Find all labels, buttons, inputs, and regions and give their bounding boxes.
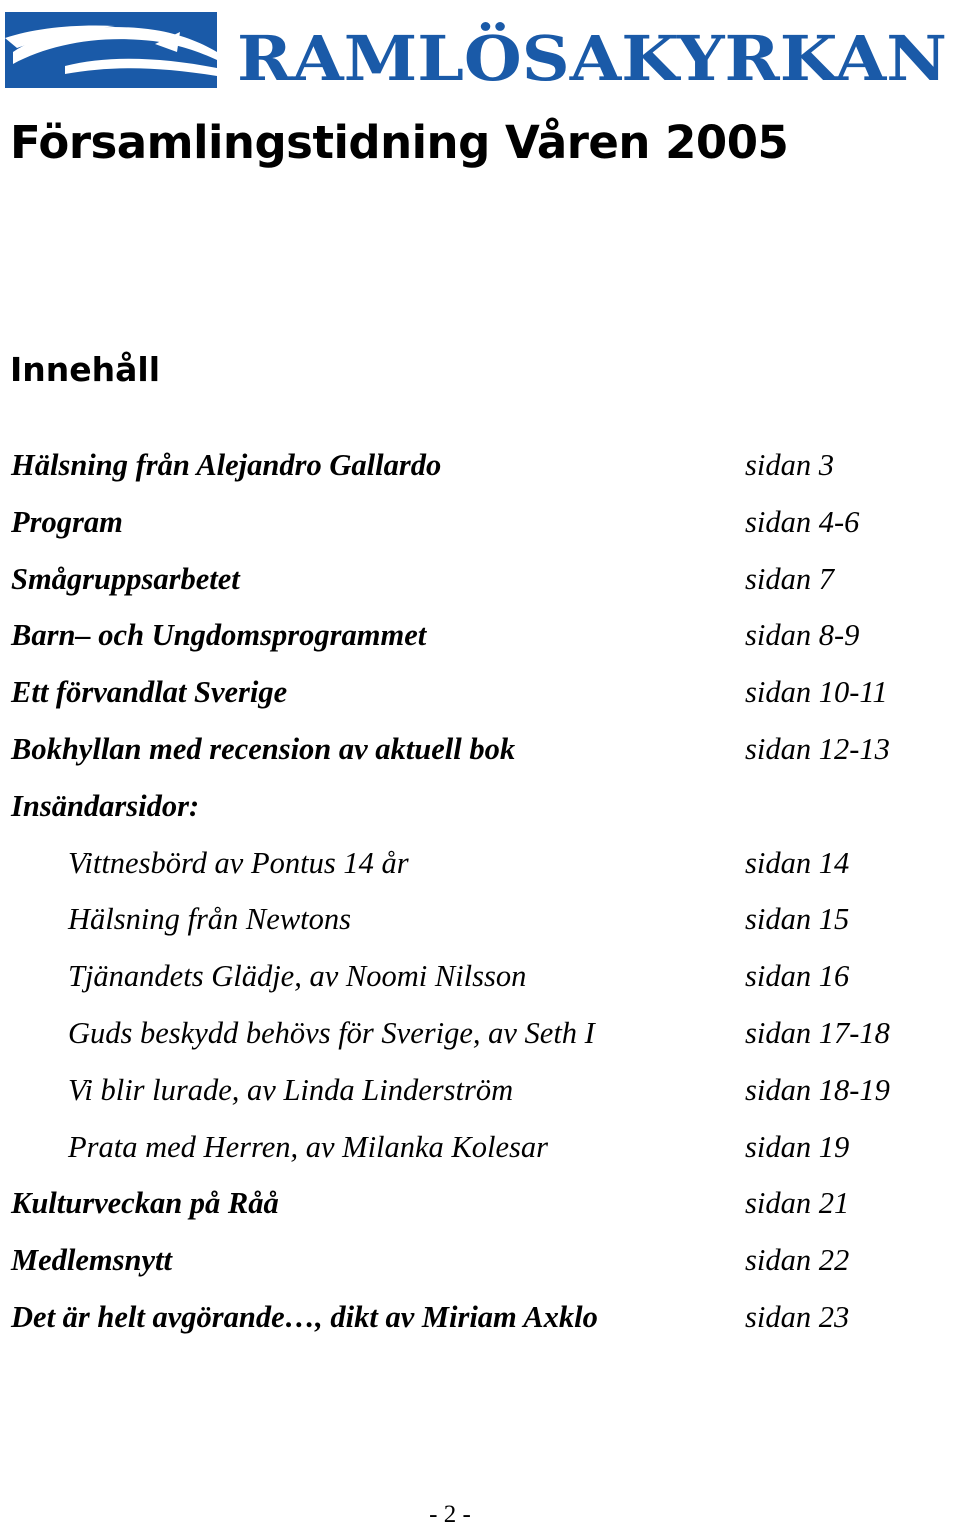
toc-entry-title: Vittnesbörd av Pontus 14 år [68,845,409,880]
table-of-contents [0,437,960,1346]
toc-entry-title: Hälsning från Alejandro Gallardo [11,448,442,482]
toc-entry [0,778,960,835]
toc-entry-page: sidan 16 [745,959,850,994]
toc-entry-page: sidan 18-19 [745,1072,890,1107]
toc-entry-title: Insändarsidor: [11,788,200,823]
toc-entry-page: sidan 21 [745,1186,850,1221]
toc-entry-page: sidan 3 [745,448,834,482]
toc-entry [0,607,960,664]
toc-entry-title: Ett förvandlat Sverige [11,675,288,710]
toc-entry-title: Bokhyllan med recension av aktuell bok [11,731,516,766]
toc-entry-page: sidan 15 [745,902,850,937]
toc-entry-title: Medlemsnytt [11,1243,172,1278]
page-number: - 2 - [429,1501,471,1528]
toc-entry-page: sidan 12-13 [745,731,890,766]
toc-entry-page: sidan 23 [745,1299,850,1334]
toc-entry-page: sidan 17-18 [745,1015,890,1050]
toc-entry-title: Barn– och Ungdomsprogrammet [11,618,427,653]
page-title: Församlingstidning Våren 2005 [10,116,789,169]
church-logo [5,8,950,90]
toc-entry-title: Program [11,504,123,539]
toc-entry [0,835,960,892]
toc-entry [0,1062,960,1119]
toc-entry [0,948,960,1005]
brand-wordmark: RAMLÖSAKYRKAN [237,22,947,90]
toc-entry [0,1289,960,1346]
toc-entry [0,891,960,948]
toc-entry [0,1175,960,1232]
toc-entry [0,1232,960,1289]
toc-entry-title: Kulturveckan på Råå [11,1186,279,1221]
toc-entry-title: Prata med Herren, av Milanka Kolesar [68,1129,549,1164]
toc-entry [0,551,960,608]
toc-entry-title: Det är helt avgörande…, dikt av Miriam Axklo [11,1299,598,1334]
toc-entry-title: Guds beskydd behövs för Sverige, av Seth I [68,1015,595,1050]
toc-entry-page: sidan 10-11 [745,675,888,710]
toc-entry-page: sidan 22 [745,1243,850,1278]
toc-heading: Innehåll [10,350,161,389]
toc-entry [0,721,960,778]
toc-entry-title: Tjänandets Glädje, av Noomi Nilsson [68,959,527,994]
toc-entry [0,437,960,494]
toc-entry-page: sidan 14 [745,845,850,880]
toc-entry [0,1005,960,1062]
fish-emblem-icon [5,12,217,88]
toc-entry-title: Vi blir lurade, av Linda Linderström [68,1072,514,1107]
toc-entry [0,494,960,551]
toc-entry-title: Smågruppsarbetet [11,561,240,596]
toc-entry-page: sidan 8-9 [745,618,860,653]
toc-entry-page: sidan 19 [745,1129,850,1164]
toc-entry-page: sidan 7 [745,561,834,596]
toc-entry-title: Hälsning från Newtons [68,902,352,937]
toc-entry [0,664,960,721]
toc-entry-page: sidan 4-6 [745,504,860,539]
toc-entry [0,1119,960,1176]
